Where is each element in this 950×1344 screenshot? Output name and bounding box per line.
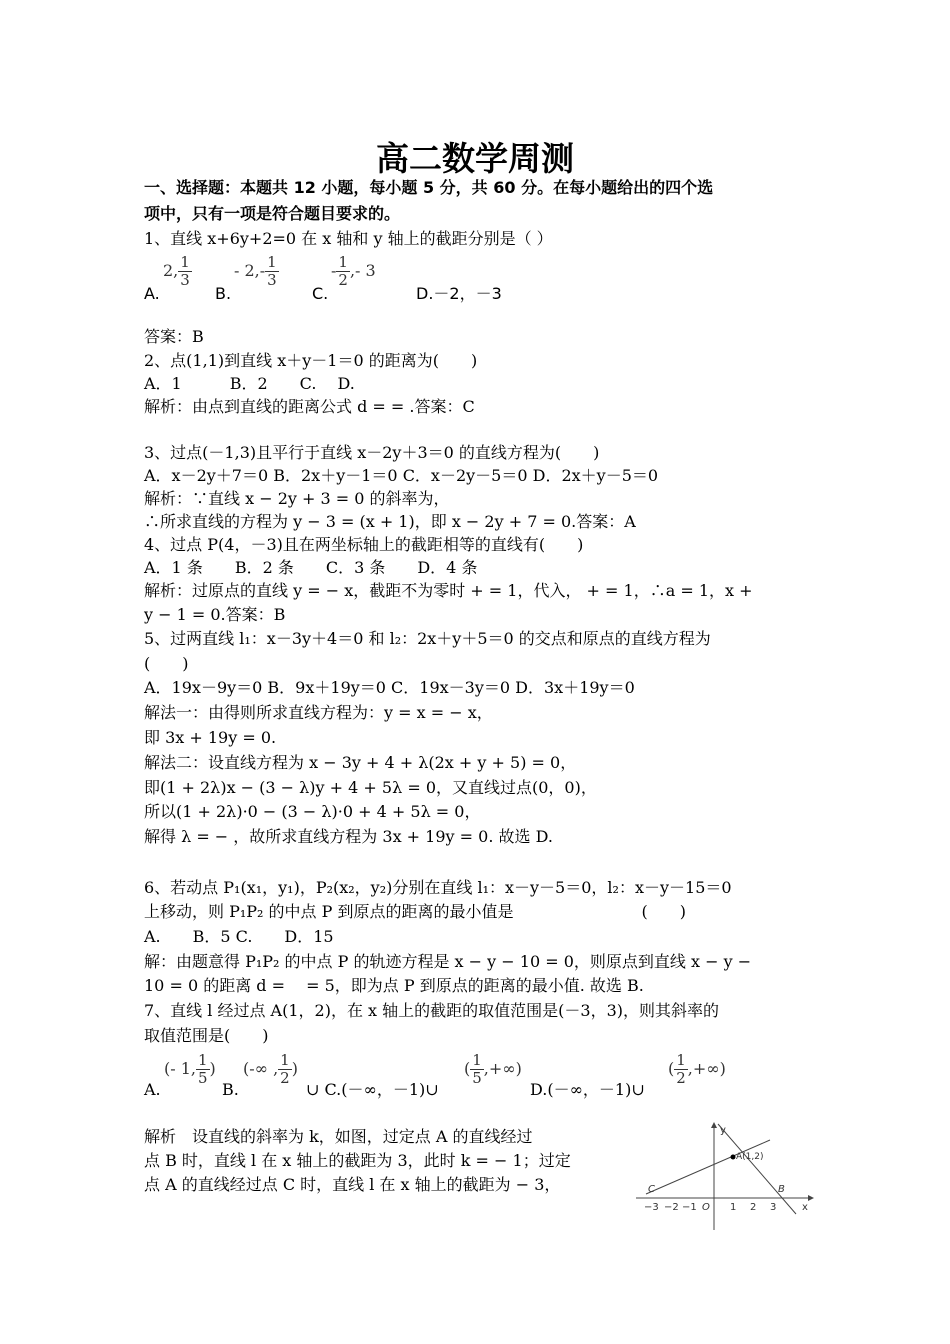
q7-option-d-text: D.(－∞，－1)∪	[530, 1080, 645, 1099]
q7-option-b-prefix: (-∞ ,	[243, 1059, 279, 1078]
q7-stem-line1: 7、直线 l 经过点 A(1，2)，在 x 轴上的截距的取值范围是(－3，3)，则其斜率的	[144, 1001, 719, 1020]
denominator: 2	[338, 271, 348, 289]
origin-label: O	[702, 1202, 710, 1213]
q1-option-c-suffix: ,- 3	[349, 261, 376, 280]
q7-option-a-suffix: )	[209, 1059, 216, 1078]
q7-option-a-math	[164, 1052, 216, 1087]
q6-stem-line1: 6、若动点 P₁(x₁，y₁)，P₂(x₂，y₂)分别在直线 l₁：x－y－5＝0，l₂：x－y－15＝0	[144, 878, 732, 897]
numerator: 1	[472, 1051, 482, 1069]
q1-option-b-fraction	[265, 254, 279, 289]
line-through-c	[646, 1140, 770, 1194]
numerator: 1	[198, 1051, 208, 1069]
denominator: 5	[472, 1069, 482, 1087]
q7-option-a-prefix: (- 1,	[164, 1059, 196, 1078]
q1-option-c-fraction	[336, 254, 350, 289]
q4-options: A．1 条 B．2 条 C．3 条 D．4 条	[144, 558, 478, 577]
point-a	[731, 1155, 736, 1160]
q4-solution-line2: y − 1 = 0.答案：B	[144, 605, 286, 624]
q5-method2-line1: 解法二：设直线方程为 x − 3y + 4 + λ(2x + y + 5) = 0，	[144, 753, 577, 772]
q1-option-c-prefix: -	[331, 261, 337, 280]
q7-stem-line2: 取值范围是( )	[144, 1026, 269, 1045]
q6-options: A. B．5 C. D．15	[144, 927, 334, 946]
q3-solution-line1: 解析：∵直线 x − 2y + 3 = 0 的斜率为，	[144, 489, 450, 508]
q7-option-d-suffix: ,+∞)	[687, 1059, 726, 1078]
q7-solution-line1: 解析 设直线的斜率为 k，如图，过定点 A 的直线经过	[144, 1127, 533, 1146]
q1-option-d: D.－2，－3	[416, 284, 502, 303]
section-heading-line1: 一、选择题：本题共 12 小题，每小题 5 分，共 60 分。在每小题给出的四个选	[144, 178, 714, 197]
q1-option-a-fraction	[178, 254, 192, 289]
q5-method2-line2: 即(1 + 2λ)x − (3 − λ)y + 4 + 5λ = 0，又直线过点(0，0)，	[144, 778, 597, 797]
coordinate-figure	[636, 1120, 816, 1232]
point-b-label: B	[778, 1184, 785, 1195]
y-axis-label: y	[720, 1125, 726, 1136]
line-through-b	[718, 1124, 796, 1214]
q5-stem-line1: 5、过两直线 l₁：x－3y＋4＝0 和 l₂：2x＋y＋5＝0 的交点和原点的直线方程为	[144, 629, 711, 648]
q7-option-b-fraction	[278, 1052, 292, 1087]
q7-option-c-suffix: ,+∞)	[483, 1059, 522, 1078]
q1-answer: 答案：B	[144, 327, 204, 346]
q7-option-d-prefix: (	[668, 1059, 675, 1078]
x-axis-arrow	[808, 1195, 814, 1201]
q7-option-b-suffix: )	[291, 1059, 298, 1078]
tick-label: 3	[770, 1202, 777, 1213]
q7-solution-line3: 点 A 的直线经过点 C 时，直线 l 在 x 轴上的截距为 − 3，	[144, 1175, 561, 1194]
q7-solution-line2: 点 B 时，直线 l 在 x 轴上的截距为 3，此时 k = − 1；过定	[144, 1151, 571, 1170]
q6-stem-line2: 上移动，则 P₁P₂ 的中点 P 到原点的距离的最小值是 ( )	[144, 902, 686, 921]
q1-option-a-math	[163, 254, 192, 289]
q7-option-c-math	[464, 1052, 522, 1087]
q1-option-b-prefix: - 2,-	[234, 261, 266, 280]
q5-method2-line3: 所以(1 + 2λ)·0 − (3 − λ)·0 + 4 + 5λ = 0，	[144, 802, 481, 821]
q2-options: A．1 B．2 C. D.	[144, 374, 355, 393]
q5-method1-line2: 即 3x + 19y = 0.	[144, 728, 277, 747]
q5-method2-line4: 解得 λ = − ，故所求直线方程为 3x + 19y = 0. 故选 D.	[144, 827, 553, 846]
q5-options: A．19x－9y＝0 B．9x＋19y＝0 C．19x－3y＝0 D．3x＋19y＝0	[144, 678, 635, 697]
q1-option-a-label: A.	[144, 284, 160, 303]
tick-label: −3	[644, 1202, 659, 1213]
q1-option-b-math	[234, 254, 279, 289]
denominator: 2	[676, 1069, 686, 1087]
q1-option-b-label: B.	[215, 284, 232, 303]
q6-solution-line2: 10 = 0 的距离 d = = 5，即为点 P 到原点的距离的最小值. 故选 B.	[144, 976, 644, 995]
q2-stem: 2、点(1,1)到直线 x＋y－1＝0 的距离为( )	[144, 351, 478, 370]
numerator: 1	[267, 253, 277, 271]
q3-stem: 3、过点(－1,3)且平行于直线 x－2y＋3＝0 的直线方程为( )	[144, 443, 600, 462]
point-a-label: A(1,2)	[736, 1152, 764, 1162]
q7-option-d-fraction	[674, 1052, 688, 1087]
q5-method1-line1: 解法一：由得则所求直线方程为：y = x = − x，	[144, 703, 493, 722]
q7-option-c-prefix: (	[464, 1059, 471, 1078]
q4-solution-line1: 解析：过原点的直线 y = − x，截距不为零时 + = 1，代入， + = 1，∴a = 1，x +	[144, 581, 753, 600]
q2-solution: 解析：由点到直线的距离公式 d = = .答案：C	[144, 397, 475, 416]
x-axis-label: x	[802, 1202, 808, 1213]
q1-option-c-math	[331, 254, 376, 289]
q7-option-c-fraction	[470, 1052, 484, 1087]
tick-label: −2	[664, 1202, 679, 1213]
q1-stem: 1、直线 x+6y+2=0 在 x 轴和 y 轴上的截距分别是（ ）	[144, 229, 553, 248]
y-axis-arrow	[711, 1122, 717, 1128]
section-heading-line2: 项中，只有一项是符合题目要求的。	[144, 204, 401, 223]
q7-option-d-math	[668, 1052, 726, 1087]
denominator: 5	[198, 1069, 208, 1087]
tick-label: 2	[750, 1202, 757, 1213]
q7-option-a-label: A.	[144, 1080, 161, 1099]
numerator: 1	[338, 253, 348, 271]
point-c-label: C	[648, 1184, 655, 1195]
tick-label: 1	[730, 1202, 737, 1213]
q1-option-a-prefix: 2,	[163, 261, 179, 280]
numerator: 1	[676, 1051, 686, 1069]
q5-stem-line2: ( )	[144, 654, 189, 673]
page-title: 高二数学周测	[376, 139, 574, 178]
q4-stem: 4、过点 P(4，－3)且在两坐标轴上的截距相等的直线有( )	[144, 535, 584, 554]
numerator: 1	[180, 253, 190, 271]
q1-option-c-label: C.	[312, 284, 329, 303]
tick-label: −1	[682, 1202, 697, 1213]
denominator: 3	[180, 271, 190, 289]
q7-option-b-math	[243, 1052, 298, 1087]
q6-solution-line1: 解：由题意得 P₁P₂ 的中点 P 的轨迹方程是 x − y − 10 = 0，则原点到直线 x − y −	[144, 952, 752, 971]
q3-solution-line2: ∴所求直线的方程为 y − 3 = (x + 1)，即 x − 2y + 7 = 0.答案：A	[144, 512, 636, 531]
denominator: 3	[267, 271, 277, 289]
q7-option-b-label: B.	[222, 1080, 239, 1099]
denominator: 2	[280, 1069, 290, 1087]
numerator: 1	[280, 1051, 290, 1069]
q7-option-a-fraction	[196, 1052, 210, 1087]
q3-options: A．x－2y＋7＝0 B．2x＋y－1＝0 C．x－2y－5＝0 D．2x＋y－5＝0	[144, 466, 659, 485]
q7-option-c-text: ∪ C.(－∞，－1)∪	[306, 1080, 439, 1099]
